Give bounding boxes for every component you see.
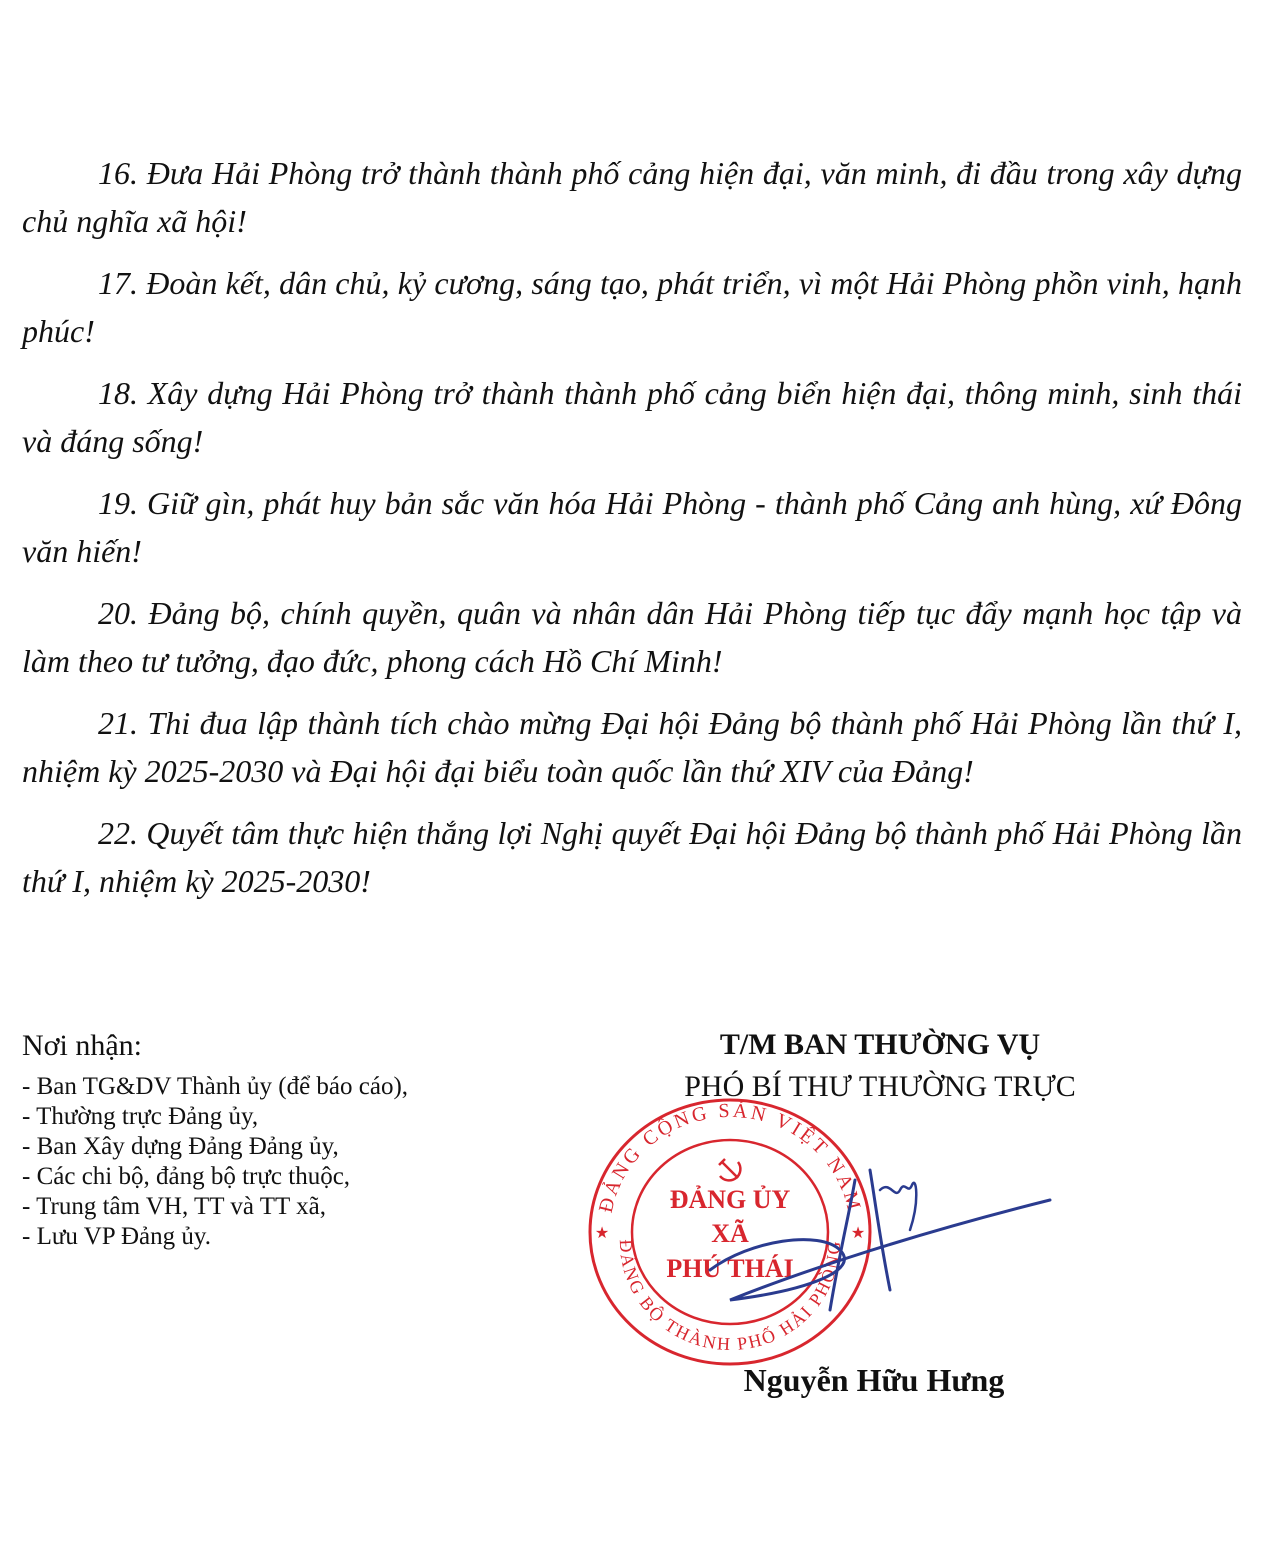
recipient-item: - Các chi bộ, đảng bộ trực thuộc, — [22, 1163, 351, 1190]
recipient-item: - Trung tâm VH, TT và TT xã, — [22, 1193, 326, 1220]
slogan-20: 20. Đảng bộ, chính quyền, quân và nhân dân Hải Phòng tiếp tục đẩy mạnh học tập và làm theo tư tưởng, đạo đức, phong cách Hồ Chí Minh! — [22, 595, 1242, 679]
slogan-16: 16. Đưa Hải Phòng trở thành thành phố cảng hiện đại, văn minh, đi đầu trong xây dựng chủ nghĩa xã hội! — [22, 155, 1242, 239]
slogan-21: 21. Thi đua lập thành tích chào mừng Đại hội Đảng bộ thành phố Hải Phòng lần thứ I, nhiệm kỳ 2025-2030 và Đại hội đại biểu toàn quốc lần thứ XIV của Đảng! — [22, 705, 1242, 789]
recipient-item: - Lưu VP Đảng ủy. — [22, 1223, 212, 1250]
stamp-outer-text: ĐẢNG CỘNG SẢN VIỆT NAM — [594, 1099, 866, 1215]
recipients-title: Nơi nhận: — [22, 1029, 143, 1062]
stamp-line3: PHÚ THÁI — [666, 1254, 794, 1283]
stamp-line2: XÃ — [711, 1219, 749, 1248]
slogan-17: 17. Đoàn kết, dân chủ, kỷ cương, sáng tạo, phát triển, vì một Hải Phòng phồn vinh, hạnh phúc! — [22, 265, 1242, 349]
recipients-block — [22, 1028, 562, 1252]
recipient-item: - Ban TG&DV Thành ủy (để báo cáo), — [22, 1073, 409, 1100]
slogan-19: 19. Giữ gìn, phát huy bản sắc văn hóa Hải Phòng - thành phố Cảng anh hùng, xứ Đông văn hiến! — [22, 485, 1242, 569]
stamp-star-right: ★ — [850, 1225, 866, 1242]
stamp-star-left: ★ — [594, 1225, 610, 1242]
recipient-item: - Ban Xây dựng Đảng Đảng ủy, — [22, 1133, 339, 1160]
signature-position: PHÓ BÍ THƯ THƯỜNG TRỰC — [684, 1070, 1076, 1103]
signer-name: Nguyễn Hữu Hưng — [743, 1362, 1005, 1398]
handwritten-signature — [690, 1160, 1060, 1320]
slogan-18: 18. Xây dựng Hải Phòng trở thành thành phố cảng biển hiện đại, thông minh, sinh thái và đáng sống! — [22, 375, 1242, 459]
stamp-lower-text: ĐẢNG BỘ THÀNH PHỐ HẢI PHÒNG — [615, 1238, 845, 1355]
slogan-22: 22. Quyết tâm thực hiện thắng lợi Nghị quyết Đại hội Đảng bộ thành phố Hải Phòng lần thứ I, nhiệm kỳ 2025-2030! — [22, 815, 1242, 899]
recipient-item: - Thường trực Đảng ủy, — [22, 1103, 259, 1130]
stamp-line1: ĐẢNG ỦY — [669, 1185, 791, 1214]
signature-title: T/M BAN THƯỜNG VỤ — [719, 1028, 1041, 1061]
slogan-list — [22, 150, 1242, 920]
